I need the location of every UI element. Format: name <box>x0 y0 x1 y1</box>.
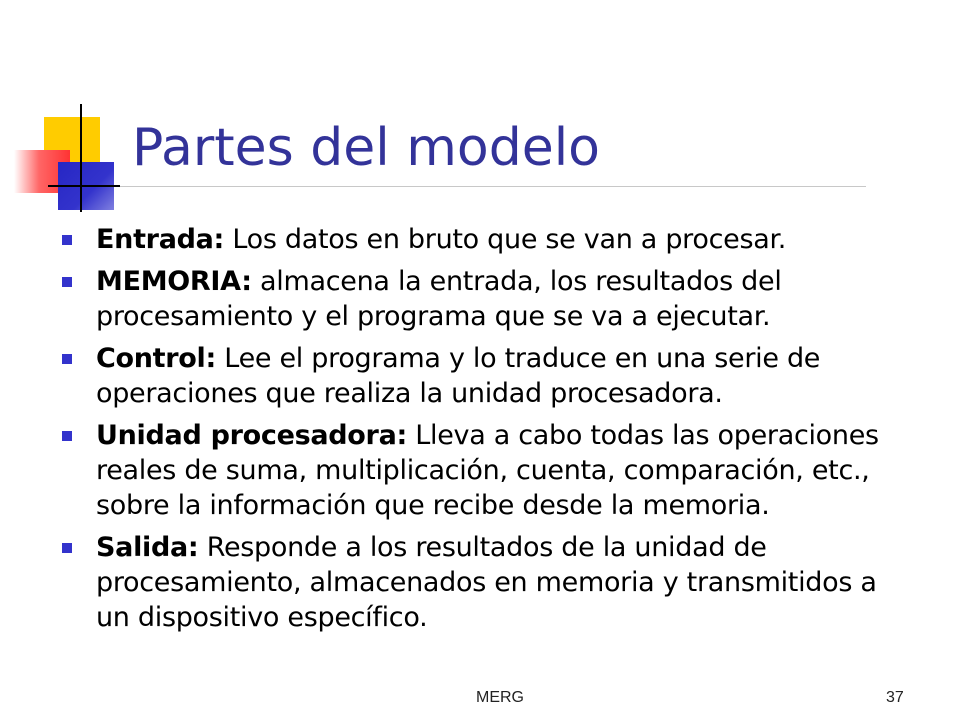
bullet-item-salida <box>62 530 902 635</box>
bullet-term: MEMORIA: <box>96 266 252 297</box>
bullet-text: Lee el programa y lo traduce en una serie de operaciones que realiza la unidad procesadora. <box>96 343 821 409</box>
footer-author: MERG <box>476 689 524 706</box>
bullet-text: Lleva a cabo todas las operaciones reales de suma, multiplicación, cuenta, comparación, etc., sobre la información que recibe desde la memoria. <box>96 420 879 521</box>
bullet-term: Control: <box>96 343 217 374</box>
slide-number: 37 <box>886 689 904 706</box>
bullet-term: Salida: <box>96 532 199 563</box>
bullet-list <box>62 222 902 642</box>
title-underline <box>120 186 866 187</box>
bullet-text: almacena la entrada, los resultados del procesamiento y el programa que se va a ejecutar. <box>96 266 782 332</box>
bullet-item-control <box>62 341 902 411</box>
bullet-item-memoria <box>62 264 902 334</box>
square-bullet-icon <box>62 431 72 441</box>
bullet-item-unidad-procesadora <box>62 418 902 523</box>
bullet-item-entrada <box>62 222 902 257</box>
square-bullet-icon <box>62 235 72 245</box>
bullet-term: Unidad procesadora: <box>96 420 407 451</box>
vertical-rule <box>80 104 82 212</box>
horizontal-rule-black <box>48 185 120 187</box>
bullet-term: Entrada: <box>96 224 225 255</box>
square-bullet-icon <box>62 354 72 364</box>
square-bullet-icon <box>62 277 72 287</box>
square-bullet-icon <box>62 543 72 553</box>
bullet-text: Los datos en bruto que se van a procesar. <box>224 224 787 255</box>
bullet-text: Responde a los resultados de la unidad de procesamiento, almacenados en memoria y transmitidos a un dispositivo específico. <box>96 532 877 633</box>
slide-title: Partes del modelo <box>132 118 600 178</box>
